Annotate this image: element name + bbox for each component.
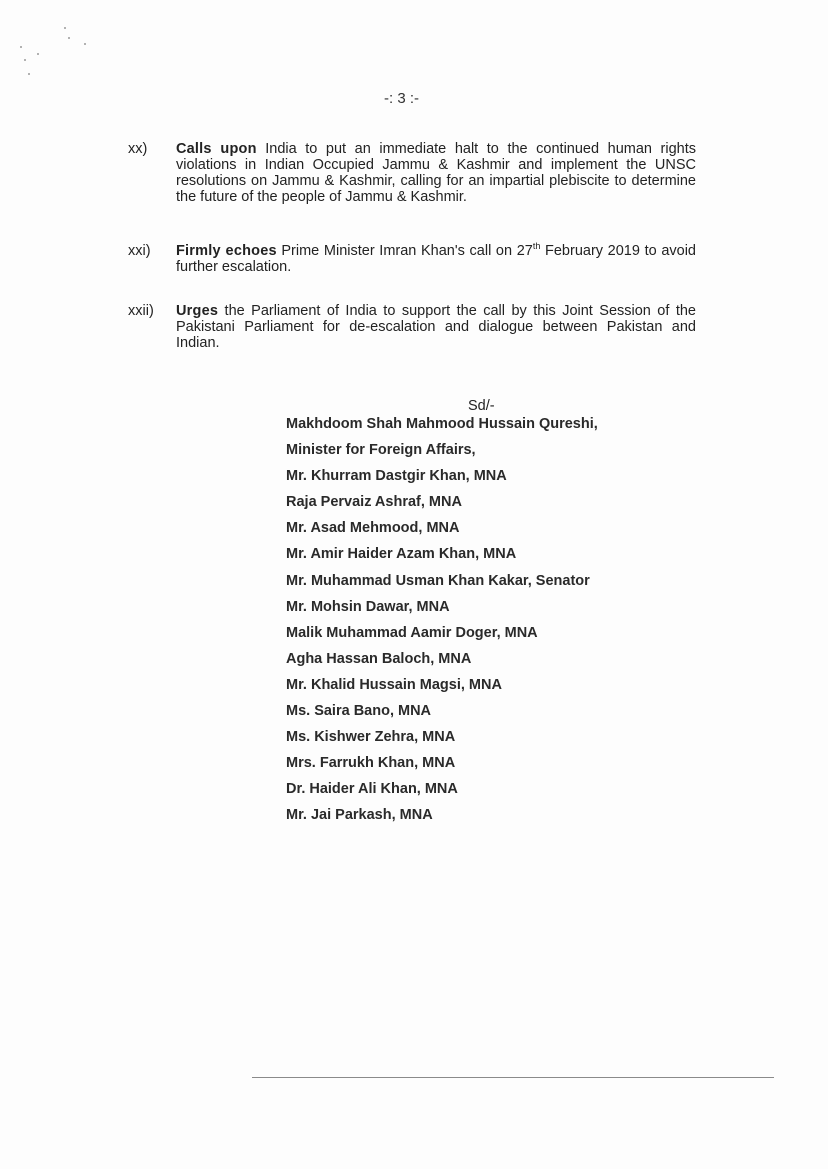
scan-speck — [28, 73, 30, 75]
signed-marker: Sd/- — [468, 398, 495, 414]
signatory-list — [286, 415, 598, 833]
scan-speck — [24, 59, 26, 61]
clause-xxi — [128, 243, 696, 275]
scan-speck — [84, 43, 86, 45]
signatory: Mrs. Farrukh Khan, MNA — [286, 755, 456, 772]
clause-body: India to put an immediate halt to the continued human rights violations in Indian Occupied Jammu & Kashmir and implement the UNSC resolutions on Jammu & Kashmir, calling for an impartial plebiscite to determine the future of the people of Jammu & Kashmir. — [176, 141, 696, 205]
signatory: Dr. Haider Ali Khan, MNA — [286, 781, 458, 798]
scan-speck — [20, 46, 22, 48]
scan-speck — [37, 53, 39, 55]
signatory: Ms. Kishwer Zehra, MNA — [286, 729, 456, 746]
signatory: Mr. Asad Mehmood, MNA — [286, 520, 460, 537]
footer-divider — [252, 1077, 774, 1078]
clause-lead: Urges — [176, 303, 219, 319]
clause-body: the Parliament of India to support the call by this Joint Session of the Pakistani Parliament for de-escalation and dialogue between Pakistan and Indian. — [176, 303, 696, 351]
signatory: Mr. Amir Haider Azam Khan, MNA — [286, 546, 517, 563]
signatory: Minister for Foreign Affairs, — [286, 442, 476, 459]
clause-xxii — [128, 303, 696, 351]
signatory: Ms. Saira Bano, MNA — [286, 703, 432, 720]
clause-xx — [128, 141, 696, 205]
clause-body-continued: February 2019 to avoid further escalation. — [176, 243, 696, 275]
clause-body: Prime Minister Imran Khan's call on 27 — [276, 243, 533, 259]
clause-lead: Calls upon — [176, 141, 257, 157]
signatory: Makhdoom Shah Mahmood Hussain Qureshi, — [286, 416, 598, 432]
scan-speck — [68, 37, 70, 39]
ordinal-suffix: th — [532, 241, 541, 252]
clause-text — [176, 303, 696, 351]
clause-text — [176, 141, 696, 205]
clause-text — [176, 243, 696, 275]
page-number: -: 3 :- — [384, 90, 420, 107]
scan-speck — [64, 27, 66, 29]
signatory: Raja Pervaiz Ashraf, MNA — [286, 494, 462, 511]
clause-number: xxi) — [128, 243, 151, 259]
signatory: Mr. Mohsin Dawar, MNA — [286, 598, 450, 615]
signatory: Mr. Jai Parkash, MNA — [286, 807, 433, 824]
signatory: Agha Hassan Baloch, MNA — [286, 650, 472, 667]
clause-number: xxii) — [128, 303, 154, 319]
signatory: Mr. Muhammad Usman Khan Kakar, Senator — [286, 572, 590, 589]
clause-lead: Firmly echoes — [176, 243, 277, 259]
signatory: Mr. Khurram Dastgir Khan, MNA — [286, 468, 507, 485]
clause-number: xx) — [128, 141, 148, 157]
signatory: Malik Muhammad Aamir Doger, MNA — [286, 624, 538, 641]
signatory: Mr. Khalid Hussain Magsi, MNA — [286, 676, 502, 693]
